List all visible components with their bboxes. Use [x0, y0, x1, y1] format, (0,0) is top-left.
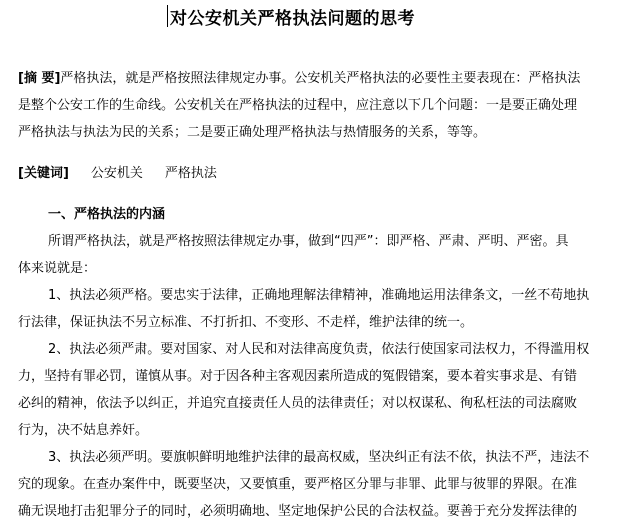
section-heading: 一、严格执法的内涵: [48, 207, 166, 222]
text-cursor: [167, 5, 168, 27]
paragraph-line: 所谓严格执法，就是严格按照法律规定办事，做到“四严”：即严格、严肃、严明、严密。具: [48, 234, 569, 249]
abstract-label: [摘 要]: [18, 71, 61, 86]
abstract-text-1: 严格执法，就是严格按照法律规定办事。公安机关严格执法的必要性主要表现在：严格执法: [60, 71, 581, 86]
abstract-line-1: [18, 67, 580, 86]
paragraph-line: 必纠的精神，依法予以纠正，并追究直接责任人员的法律责任；对以权谋私、徇私枉法的司法腐败: [18, 396, 578, 411]
paragraph-line: 体来说就是：: [18, 261, 97, 276]
abstract-line-3: 严格执法与执法为民的关系；二是要正确处理严格执法与热情服务的关系，等等。: [18, 125, 487, 140]
paragraph-line: 3、执法必须严明。要旗帜鲜明地维护法律的最高权威，坚决纠正有法不依，执法不严，违法不: [48, 450, 590, 465]
paragraph-line: 力，坚持有罪必罚，谨慎从事。对于因各种主客观因素所造成的冤假错案，要本着实事求是、有错: [18, 369, 578, 384]
document-title: 对公安机关严格执法问题的思考: [170, 9, 415, 29]
paragraph-line: 行法律，保证执法不另立标准、不打折扣、不变形、不走样，维护法律的统一。: [18, 315, 474, 330]
keyword: 严格执法: [164, 166, 217, 181]
paragraph-line: 究的现象。在查办案件中，既要坚决，又要慎重，要严格区分罪与非罪、此罪与彼罪的界限。在准: [18, 477, 578, 492]
abstract-line-2: 是整个公安工作的生命线。公安机关在严格执法的过程中，应注意以下几个问题：一是要正确处理: [18, 98, 578, 113]
keywords-line: [18, 162, 217, 181]
paragraph-line: 1、执法必须严格。要忠实于法律，正确地理解法律精神，准确地运用法律条文，一丝不苟地执: [48, 288, 590, 303]
paragraph-line: 行为，决不姑息养奸。: [18, 423, 149, 438]
paragraph-line: 确无误地打击犯罪分子的同时，必须明确地、坚定地保护公民的合法权益。要善于充分发挥法律的: [18, 504, 578, 519]
keyword: 公安机关: [90, 166, 143, 181]
keywords-label: [关键词]: [18, 166, 69, 181]
paragraph-line: 2、执法必须严肃。要对国家、对人民和对法律高度负责，依法行使国家司法权力，不得滥用权: [48, 342, 590, 357]
